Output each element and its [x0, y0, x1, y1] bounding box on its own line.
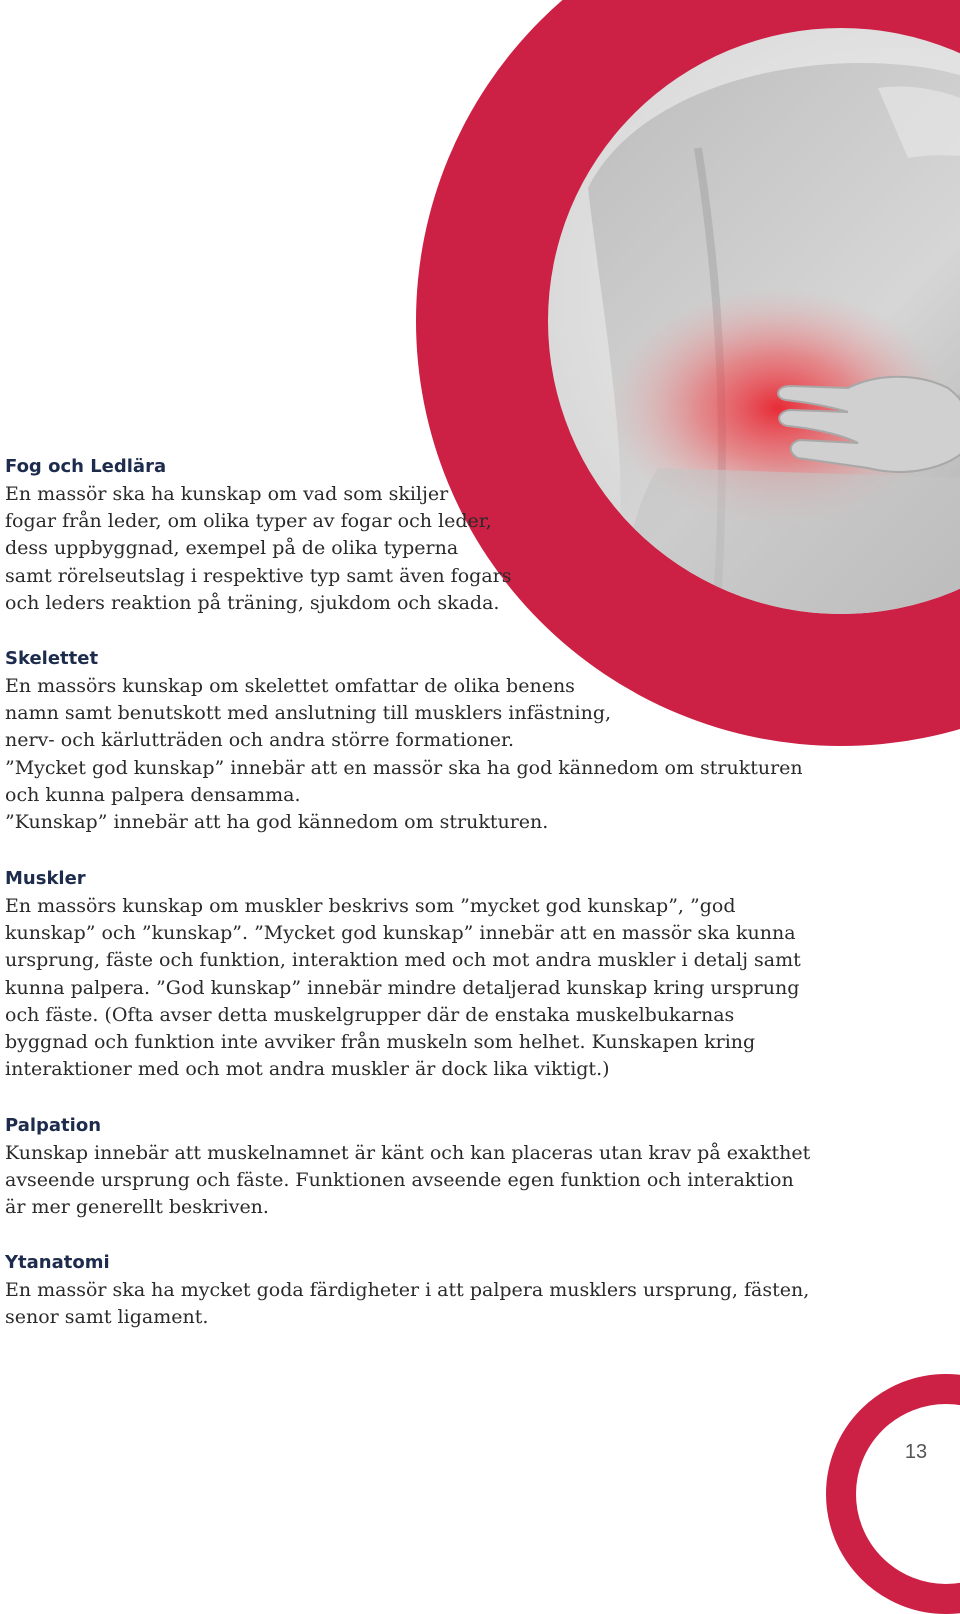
line: nerv- och kärlutträden och andra större formationer.	[5, 729, 515, 752]
section-muskler	[5, 866, 801, 1083]
line: En massör ska ha mycket goda färdigheter i att palpera musklers ursprung, fästen,	[5, 1279, 810, 1301]
section-ytanatomi	[5, 1250, 809, 1331]
line: kunna palpera. ”God kunskap” innebär mindre detaljerad kunskap kring ursprung	[5, 976, 800, 999]
section-heading: Ytanatomi	[5, 1252, 110, 1273]
section-heading: Skelettet	[5, 648, 99, 669]
line: och leders reaktion på träning, sjukdom och skada.	[5, 591, 500, 614]
section-heading: Muskler	[5, 868, 86, 889]
line: interaktioner med och mot andra muskler är dock lika viktigt.)	[5, 1058, 610, 1081]
line: fogar från leder, om olika typer av fogar och leder,	[5, 510, 492, 533]
red-ring-decoration	[416, 0, 960, 746]
line: dess uppbyggnad, exempel på de olika typerna	[5, 537, 459, 560]
page-number: 13	[904, 1441, 928, 1463]
section-heading: Palpation	[5, 1115, 102, 1136]
line: samt rörelseutslag i respektive typ samt även fogars	[5, 564, 512, 587]
line: En massörs kunskap om muskler beskrivs som ”mycket god kunskap”, ”god	[5, 895, 736, 917]
line: senor samt ligament.	[5, 1306, 209, 1329]
line: kunskap” och ”kunskap”. ”Mycket god kunskap” innebär att en massör ska kunna	[5, 922, 796, 945]
line: byggnad och funktion inte avviker från muskeln som helhet. Kunskapen kring	[5, 1031, 756, 1054]
line: namn samt benutskott med anslutning till musklers infästning,	[5, 702, 612, 725]
red-ring-page-corner	[826, 1374, 960, 1614]
line: ursprung, fäste och funktion, interaktion med och mot andra muskler i detalj samt	[5, 949, 801, 972]
line: och fäste. (Ofta avser detta muskelgrupper där de enstaka muskelbukarnas	[5, 1003, 735, 1026]
line: En massörs kunskap om skelettet omfattar de olika benens	[5, 675, 575, 697]
section-palpation	[5, 1113, 810, 1222]
line: och kunna palpera densamma.	[5, 783, 301, 806]
line: En massör ska ha kunskap om vad som skiljer	[5, 483, 449, 505]
section-fog-och-ledlara	[5, 454, 511, 617]
section-skelettet	[5, 646, 803, 836]
back-pain-photo	[548, 28, 960, 614]
line: är mer generellt beskriven.	[5, 1196, 269, 1219]
section-heading: Fog och Ledlära	[5, 456, 167, 477]
line: avseende ursprung och fäste. Funktionen avseende egen funktion och interaktion	[5, 1169, 794, 1192]
line: Kunskap innebär att muskelnamnet är känt och kan placeras utan krav på exakthet	[5, 1142, 811, 1164]
back-pain-illustration	[548, 28, 960, 614]
line: ”Mycket god kunskap” innebär att en massör ska ha god kännedom om strukturen	[5, 756, 803, 779]
line: ”Kunskap” innebär att ha god kännedom om strukturen.	[5, 811, 549, 834]
